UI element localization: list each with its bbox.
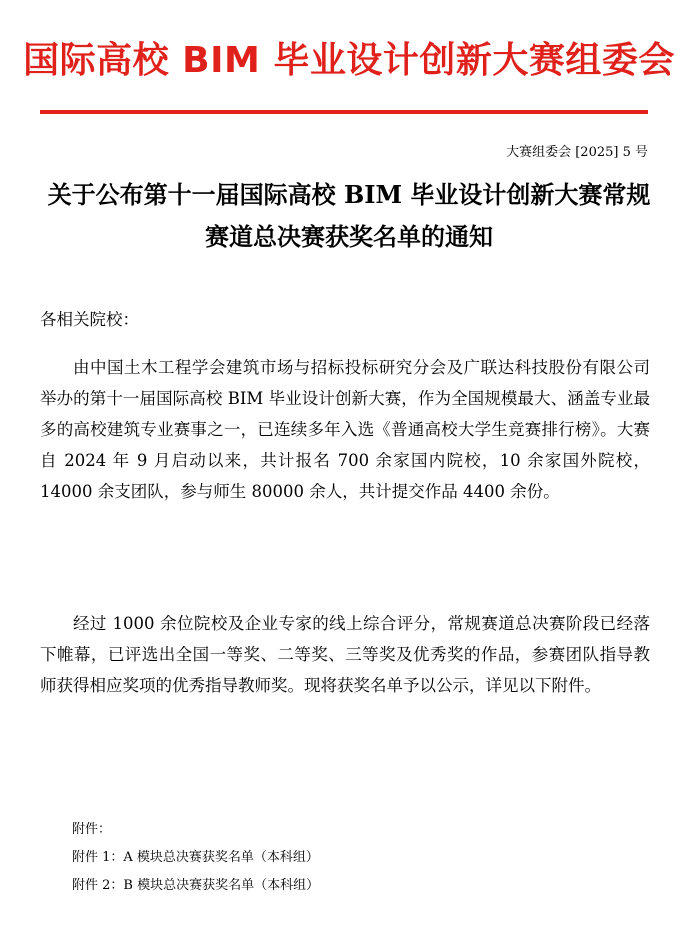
attachment-item-1: 附件 1：A 模块总决赛获奖名单（本科组） — [72, 850, 319, 865]
attachment-item-2: 附件 2：B 模块总决赛获奖名单（本科组） — [72, 878, 320, 893]
attachments-block — [72, 816, 319, 900]
document-title: 关于公布第十一届国际高校 BIM 毕业设计创新大赛常规赛道总决赛获奖名单的通知 — [47, 180, 651, 251]
document-number: 大赛组委会 [2025] 5 号 — [506, 145, 648, 160]
red-divider-line — [40, 110, 648, 114]
letterhead-org-name: 国际高校 BIM 毕业设计创新大赛组委会 — [23, 40, 675, 81]
salutation: 各相关院校： — [40, 310, 139, 329]
attachments-label: 附件： — [72, 822, 112, 837]
body-paragraph-intro: 由中国土木工程学会建筑市场与招标投标研究分会及广联达科技股份有限公司举办的第十一届国际高校 BIM 毕业设计创新大赛，作为全国规模最大、涵盖专业最多的高校建筑专业赛事之一，已连续多年入选《普通高校大学生竞赛排行榜》。大赛自 2024 年 9 月启动以来，共计报名 700 余家国内院校，10 余家国外院校，14000 余支团队，参与师生 80000 余人，共计提交作品 4400 余份。 — [40, 358, 650, 501]
body-paragraph-results: 经过 1000 余位院校及企业专家的线上综合评分，常规赛道总决赛阶段已经落下帷幕，已评选出全国一等奖、二等奖、三等奖及优秀奖的作品，参赛团队指导教师获得相应奖项的优秀指导教师奖。现将获奖名单予以公示，详见以下附件。 — [40, 614, 650, 695]
